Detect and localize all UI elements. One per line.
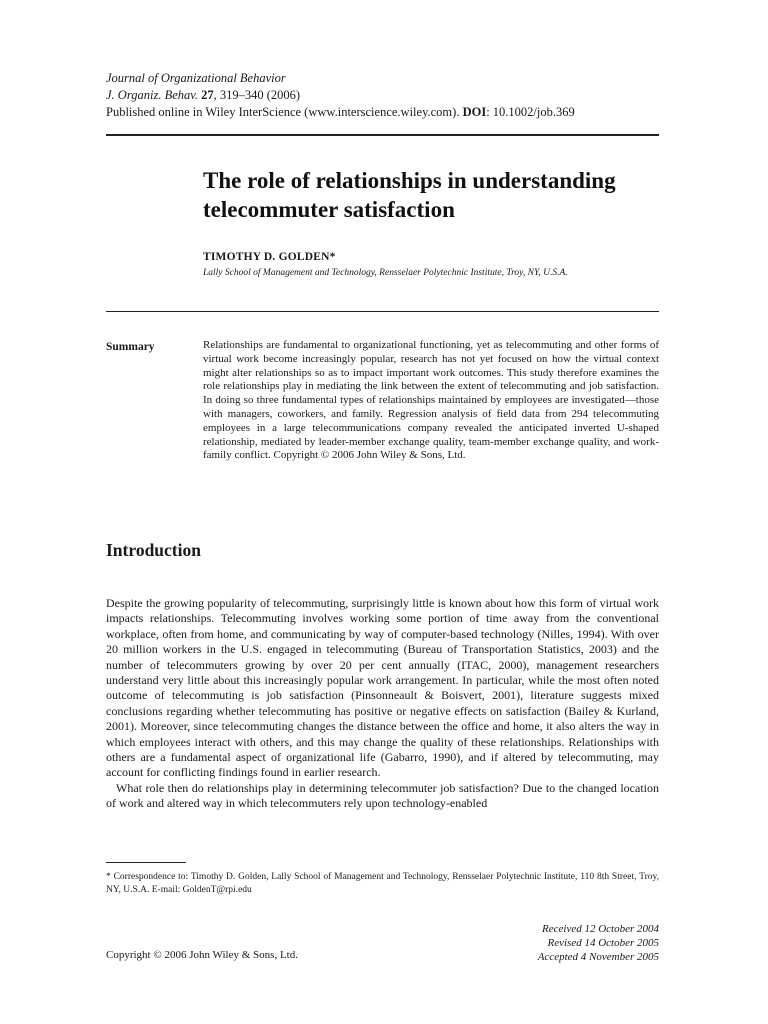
introduction-paragraph-1: Despite the growing popularity of telecommuting, surprisingly little is known about how this form of virtual work impacts relationships. Telecommuting involves working some portion of time away from the conventional workplace, often from home, and communicating by way of computer-based technology (Nilles, 1994). With over 20 million workers in the U.S. engaged in telecommuting (Bureau of Transportation Statistics, 2003) and the number of telecommuters growing by over 20 per cent annually (ITAC, 2000), management researchers understand very little about this increasingly popular work arrangement. In particular, while the most often noted outcome of telecommuting is job satisfaction (Pinsonneault & Boisvert, 2001), literature suggests mixed conclusions regarding whether telecommuting has positive or negative effects on satisfaction (Bailey & Kurland, 2001). Moreover, since telecommuting changes the distance between the office and home, it also alters the way in which employees interact with others, and this may change the quality of these relationships. Relationships with others are a fundamental aspect of organizational life (Gabarro, 1990), and if altered by telecommuting, may account for conflicting findings found in earlier research. [106, 596, 659, 780]
publication-line [106, 104, 575, 121]
summary-label: Summary [106, 341, 155, 353]
author-name: TIMOTHY D. GOLDEN* [203, 251, 336, 263]
journal-header [106, 70, 575, 121]
header-rule [106, 134, 659, 136]
journal-abbrev: J. Organiz. Behav. [106, 88, 198, 102]
article-title: The role of relationships in understanding telecommuter satisfaction [203, 168, 616, 222]
published-online-text: Published online in Wiley InterScience (www.interscience.wiley.com). [106, 105, 463, 119]
citation-line [106, 87, 575, 104]
introduction-paragraph-2: What role then do relationships play in determining telecommuter job satisfaction? Due to the changed location of work and altered way in which telecommuters rely upon technology-enabled [106, 780, 659, 811]
introduction-body [106, 596, 659, 812]
journal-name: Journal of Organizational Behavior [106, 71, 286, 85]
revised-date: Revised 14 October 2005 [547, 937, 659, 949]
received-date: Received 12 October 2004 [542, 923, 659, 935]
article-dates [538, 922, 659, 964]
footnote-rule [106, 862, 186, 863]
summary-top-rule [106, 311, 659, 312]
summary-text: Relationships are fundamental to organizational functioning, yet as telecommuting and other forms of virtual work become increasingly popular, research has not yet focused on how the virtual context might alter relationships so as to impact important work outcomes. This study therefore examines the role relationships play in mediating the link between the extent of telecommuting and job satisfaction. In doing so three fundamental types of relationships maintained by employees are investigated—those with managers, coworkers, and family. Regression analysis of field data from 294 telecommuting employees in a large telecommunications company revealed the anticipated inverted U-shaped relationship, mediated by leader-member exchange quality, team-member exchange quality, and work-family conflict. Copyright © 2006 John Wiley & Sons, Ltd. [203, 339, 659, 462]
correspondence-footnote: * Correspondence to: Timothy D. Golden, Lally School of Management and Technology, Rensselaer Polytechnic Institute, 110 8th Street, Troy, NY, U.S.A. E-mail: GoldenT@rpi.edu [106, 872, 659, 895]
author-affiliation: Lally School of Management and Technology, Rensselaer Polytechnic Institute, Troy, NY, U.S.A. [203, 268, 568, 278]
introduction-heading: Introduction [106, 540, 201, 560]
volume-number: 27 [201, 88, 214, 102]
doi-value: : 10.1002/job.369 [486, 105, 575, 119]
doi-label: DOI [462, 105, 487, 119]
accepted-date: Accepted 4 November 2005 [537, 951, 659, 963]
pages-year: , 319–340 (2006) [213, 88, 301, 102]
footer-copyright: Copyright © 2006 John Wiley & Sons, Ltd. [106, 949, 298, 961]
